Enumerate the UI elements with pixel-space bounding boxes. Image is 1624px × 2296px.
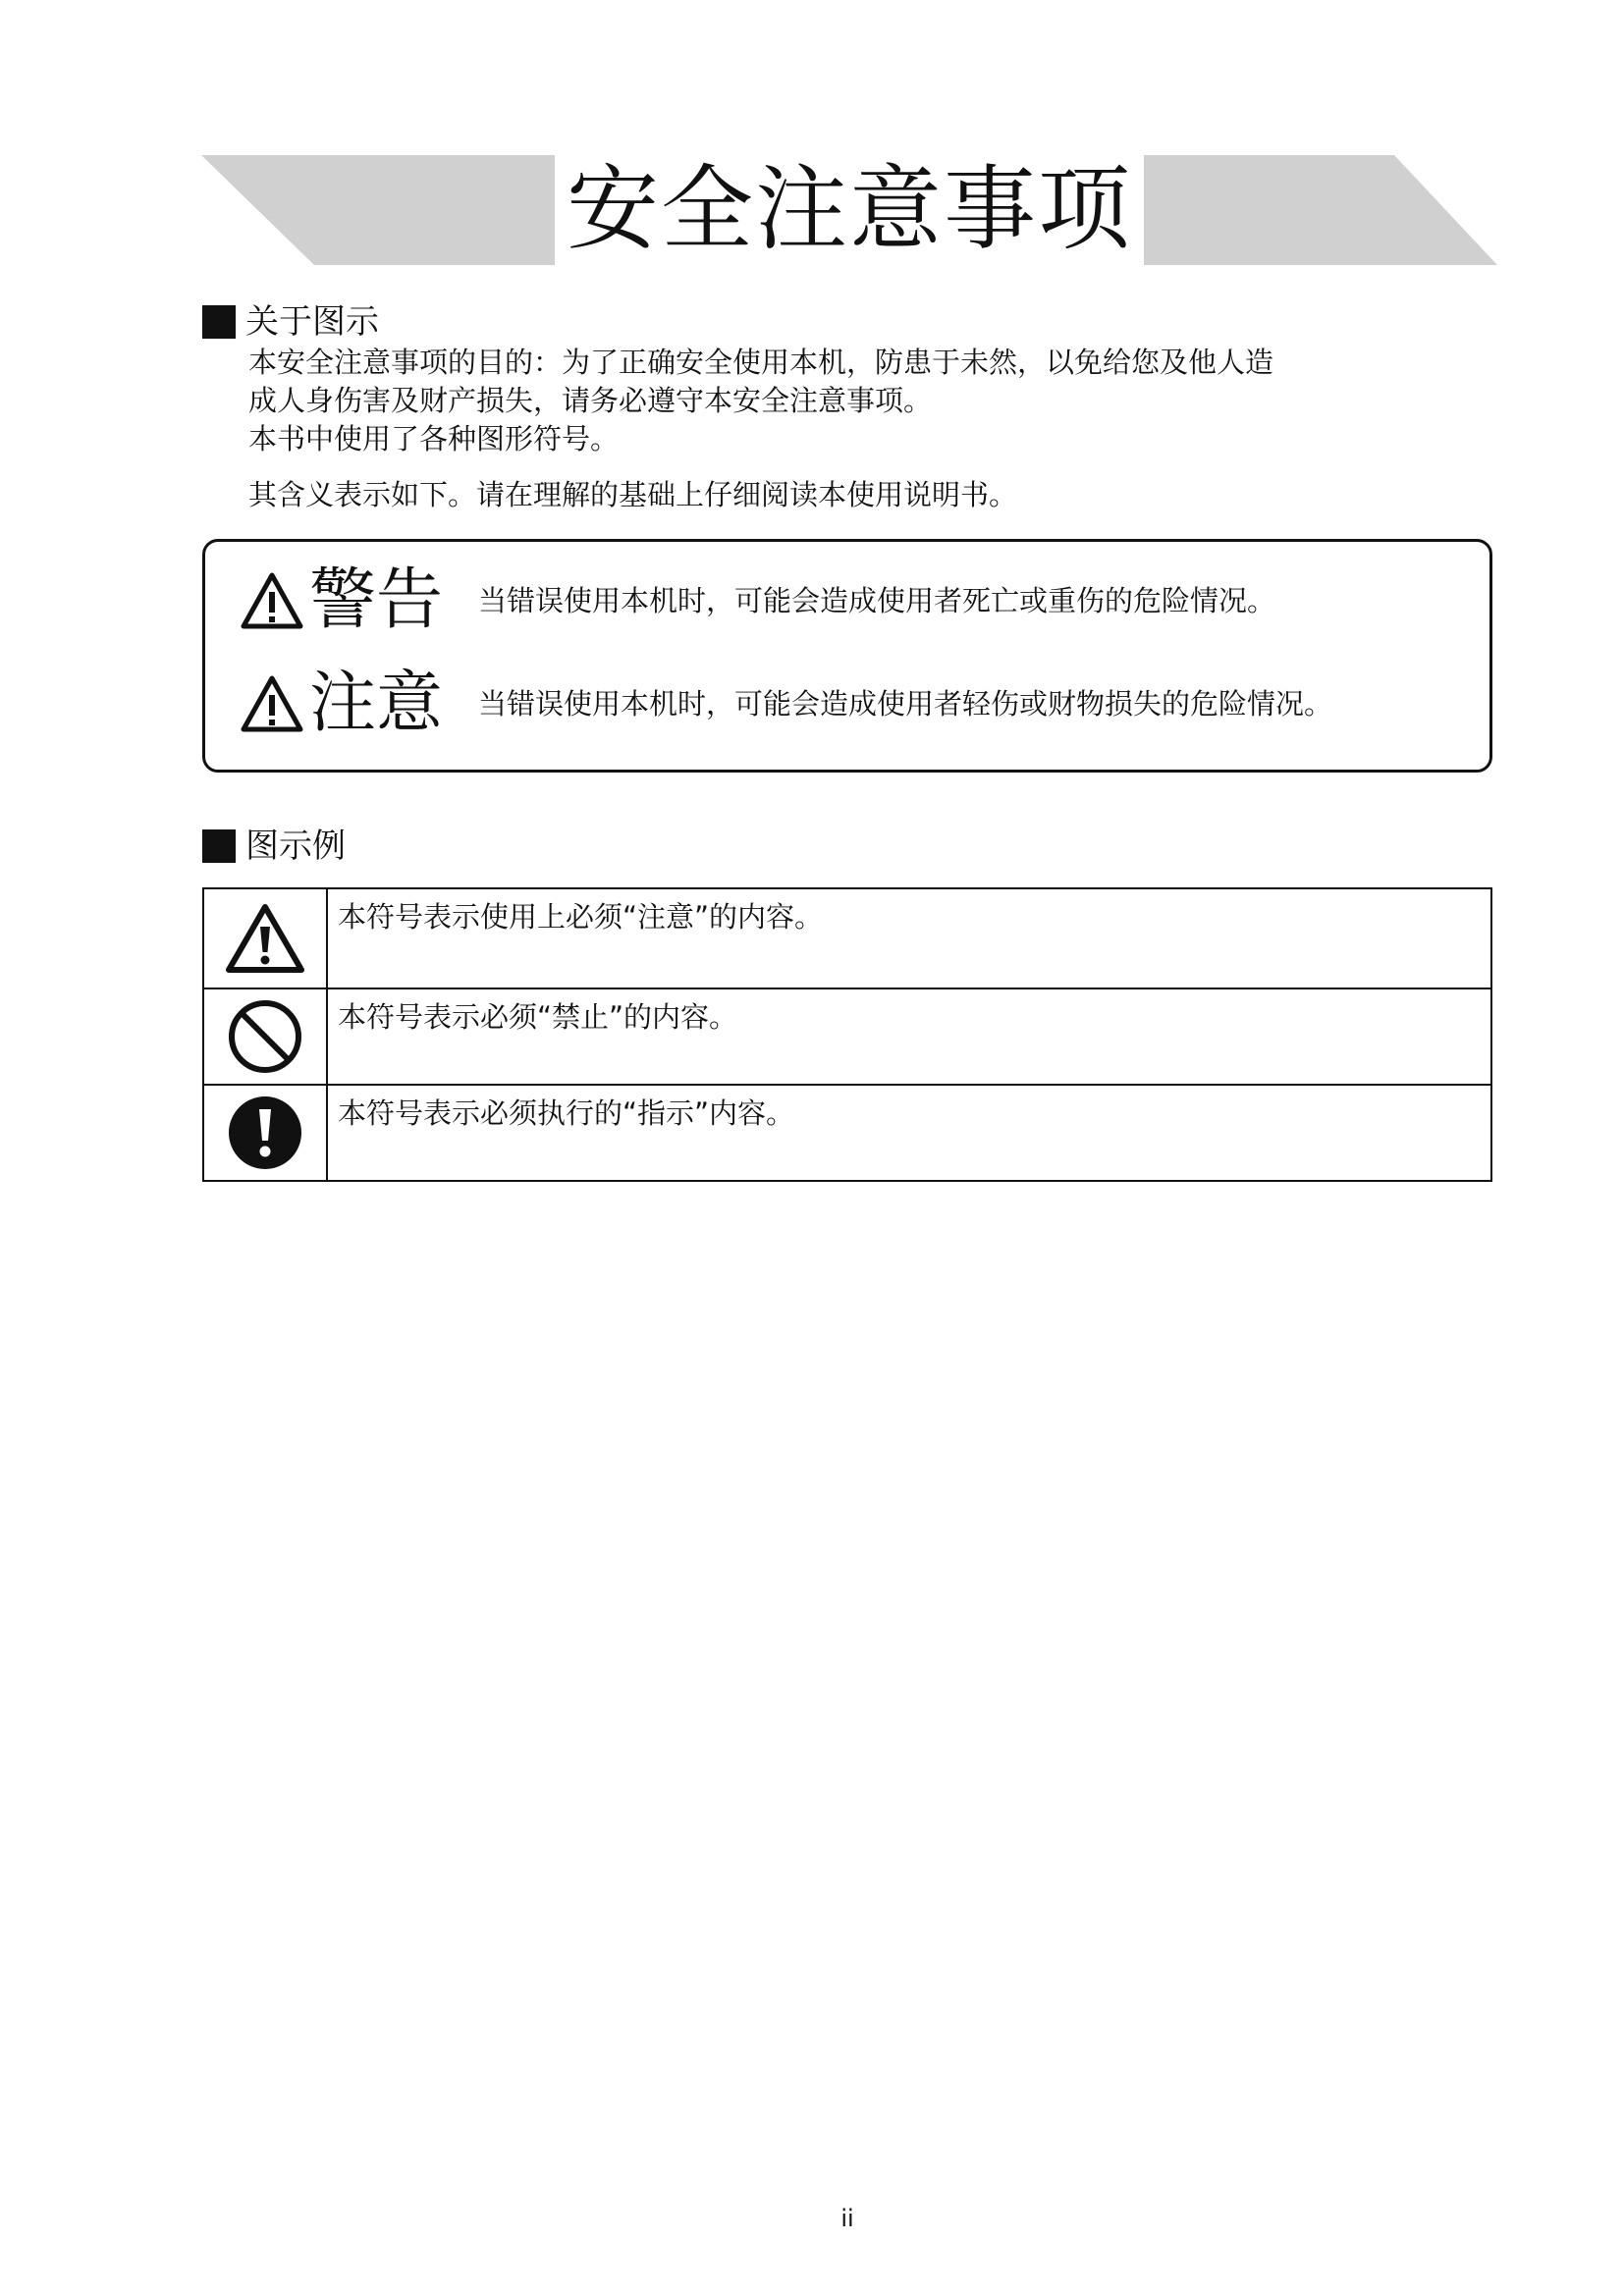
warning-triangle-icon <box>241 572 303 629</box>
signal-description-warning: 当错误使用本机时，可能会造成使用者死亡或重伤的危险情况。 <box>478 584 1276 617</box>
intro-paragraph-1: 本安全注意事项的目的：为了正确安全使用本机，防患于未然，以免给您及他人造 成人身伤害及财产损失，请务必遵守本安全注意事项。 <box>248 346 1274 417</box>
signal-word-row-caution <box>241 665 1332 743</box>
warning-triangle-icon <box>241 675 303 732</box>
symbol-cell <box>203 888 327 988</box>
about-section-label: 关于图示 <box>245 302 379 342</box>
signal-word-caution: 注意 <box>309 665 444 742</box>
table-row <box>203 988 1491 1085</box>
intro-text <box>248 344 1486 514</box>
examples-section-heading <box>202 827 346 866</box>
signal-word-warning: 警告 <box>309 561 444 639</box>
symbol-examples-table <box>202 887 1492 1182</box>
examples-section-label: 图示例 <box>245 827 346 866</box>
table-row <box>203 888 1491 988</box>
about-section-heading <box>202 302 379 342</box>
prohibition-icon <box>226 997 304 1076</box>
page-number: ii <box>840 2205 854 2232</box>
signal-word-row-warning <box>241 561 1275 640</box>
page-title: 安全注意事项 <box>566 156 1132 263</box>
symbol-description: 本符号表示使用上必须“注意”的内容。 <box>327 888 1491 988</box>
symbol-description: 本符号表示必须“禁止”的内容。 <box>327 988 1491 1085</box>
signal-description-caution: 当错误使用本机时，可能会造成使用者轻伤或财物损失的危险情况。 <box>478 687 1333 721</box>
intro-paragraph-2: 本书中使用了各种图形符号。 <box>248 422 620 455</box>
intro-paragraph-3: 其含义表示如下。请在理解的基础上仔细阅读本使用说明书。 <box>248 478 1018 511</box>
table-row <box>203 1085 1491 1181</box>
symbol-cell <box>203 1085 327 1181</box>
title-banner <box>201 155 1497 265</box>
mandatory-action-icon <box>226 1094 304 1172</box>
square-bullet-icon <box>202 829 236 863</box>
square-bullet-icon <box>202 305 236 339</box>
signal-word-box <box>202 539 1492 773</box>
symbol-cell <box>203 988 327 1085</box>
caution-triangle-icon <box>225 903 305 974</box>
symbol-description: 本符号表示必须执行的“指示”内容。 <box>327 1085 1491 1181</box>
